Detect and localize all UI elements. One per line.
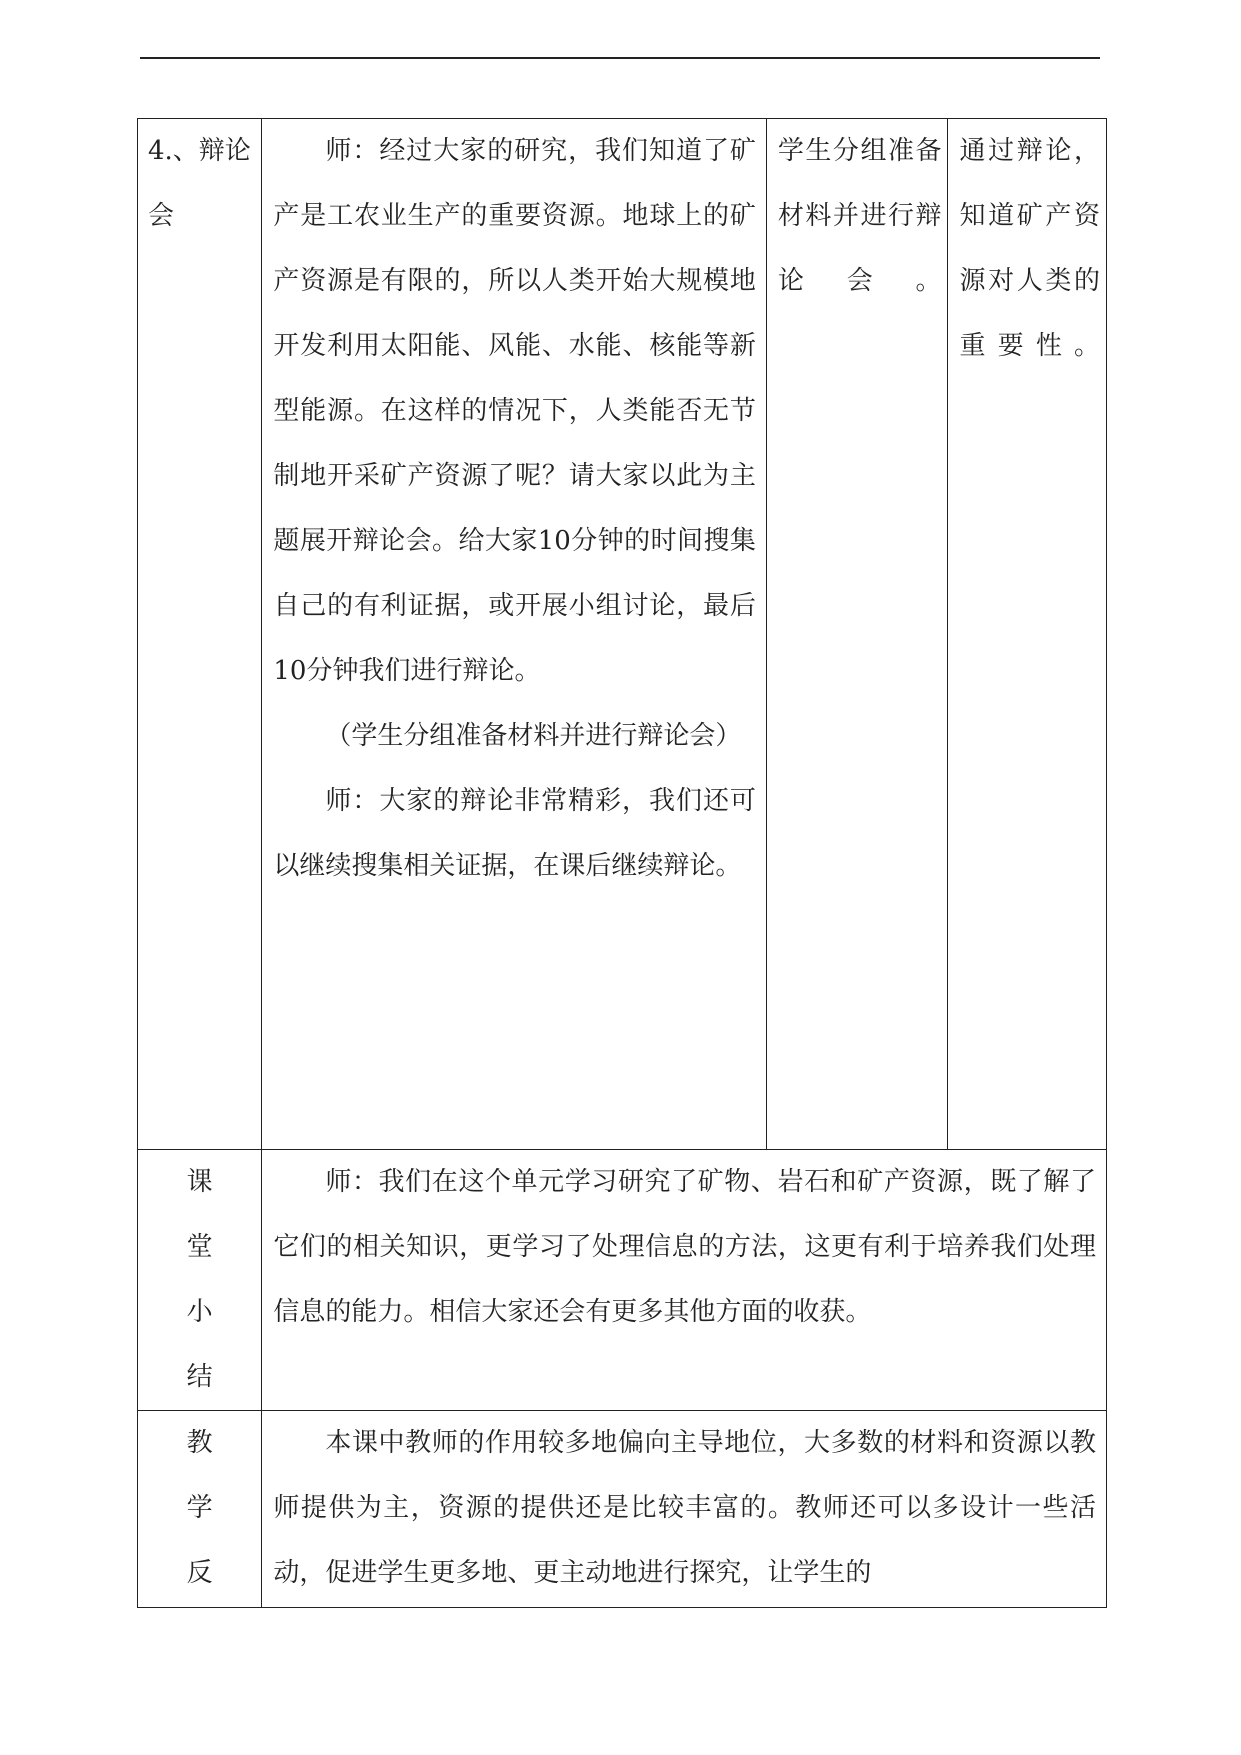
section-label-debate <box>138 119 262 1150</box>
teacher-paragraph-2: （学生分组准备材料并进行辩论会） <box>325 721 742 751</box>
reflection-label-char: 学 <box>186 1493 213 1523</box>
page-header-rule <box>140 57 1100 59</box>
teacher-paragraph-1: 师：经过大家的研究，我们知道了矿产是工农业生产的重要资源。地球上的矿产资源是有限的，所以人类开始大规模地开发利用太阳能、风能、水能、核能等新型能源。在这样的情况下，人类能否无节制地开采矿产资源了呢？请大家以此为主题展开辩论会。给大家10分钟的时间搜集自己的有利证据，或开展小组讨论，最后10分钟我们进行辩论。 <box>273 136 756 686</box>
reflection-text: 本课中教师的作用较多地偏向主导地位，大多数的材料和资源以教师提供为主，资源的提供还是比较丰富的。教师还可以多设计一些活动，促进学生更多地、更主动地进行探究，让学生的 <box>273 1428 1096 1588</box>
summary-label-char: 堂 <box>186 1232 213 1262</box>
student-activity-text: 学生分组准备材料并进行辩论会。 <box>777 136 942 296</box>
summary-label-char: 小 <box>186 1297 213 1327</box>
table-row-summary <box>138 1150 1107 1411</box>
student-activity-cell <box>766 119 948 1150</box>
summary-label-char: 课 <box>186 1167 213 1197</box>
section-label-summary <box>138 1150 262 1411</box>
reflection-content-cell <box>262 1411 1107 1608</box>
summary-label-char: 结 <box>186 1362 213 1392</box>
section-label-text: 4.、辩论会 <box>148 136 251 231</box>
design-intent-cell <box>948 119 1107 1150</box>
section-label-reflection <box>138 1411 262 1608</box>
summary-content-cell <box>262 1150 1107 1411</box>
lesson-plan-table <box>137 118 1107 1608</box>
teacher-activity-cell <box>262 119 767 1150</box>
design-intent-text: 通过辩论，知道矿产资源对人类的重要性。 <box>959 136 1100 361</box>
teacher-paragraph-3: 师：大家的辩论非常精彩，我们还可以继续搜集相关证据，在课后继续辩论。 <box>273 786 756 881</box>
table-row-debate <box>138 119 1107 1150</box>
table-row-reflection <box>138 1411 1107 1608</box>
reflection-label-char: 反 <box>186 1558 213 1588</box>
summary-text: 师：我们在这个单元学习研究了矿物、岩石和矿产资源，既了解了它们的相关知识，更学习了处理信息的方法，这更有利于培养我们处理信息的能力。相信大家还会有更多其他方面的收获。 <box>273 1167 1096 1327</box>
reflection-label-char: 教 <box>186 1428 213 1458</box>
